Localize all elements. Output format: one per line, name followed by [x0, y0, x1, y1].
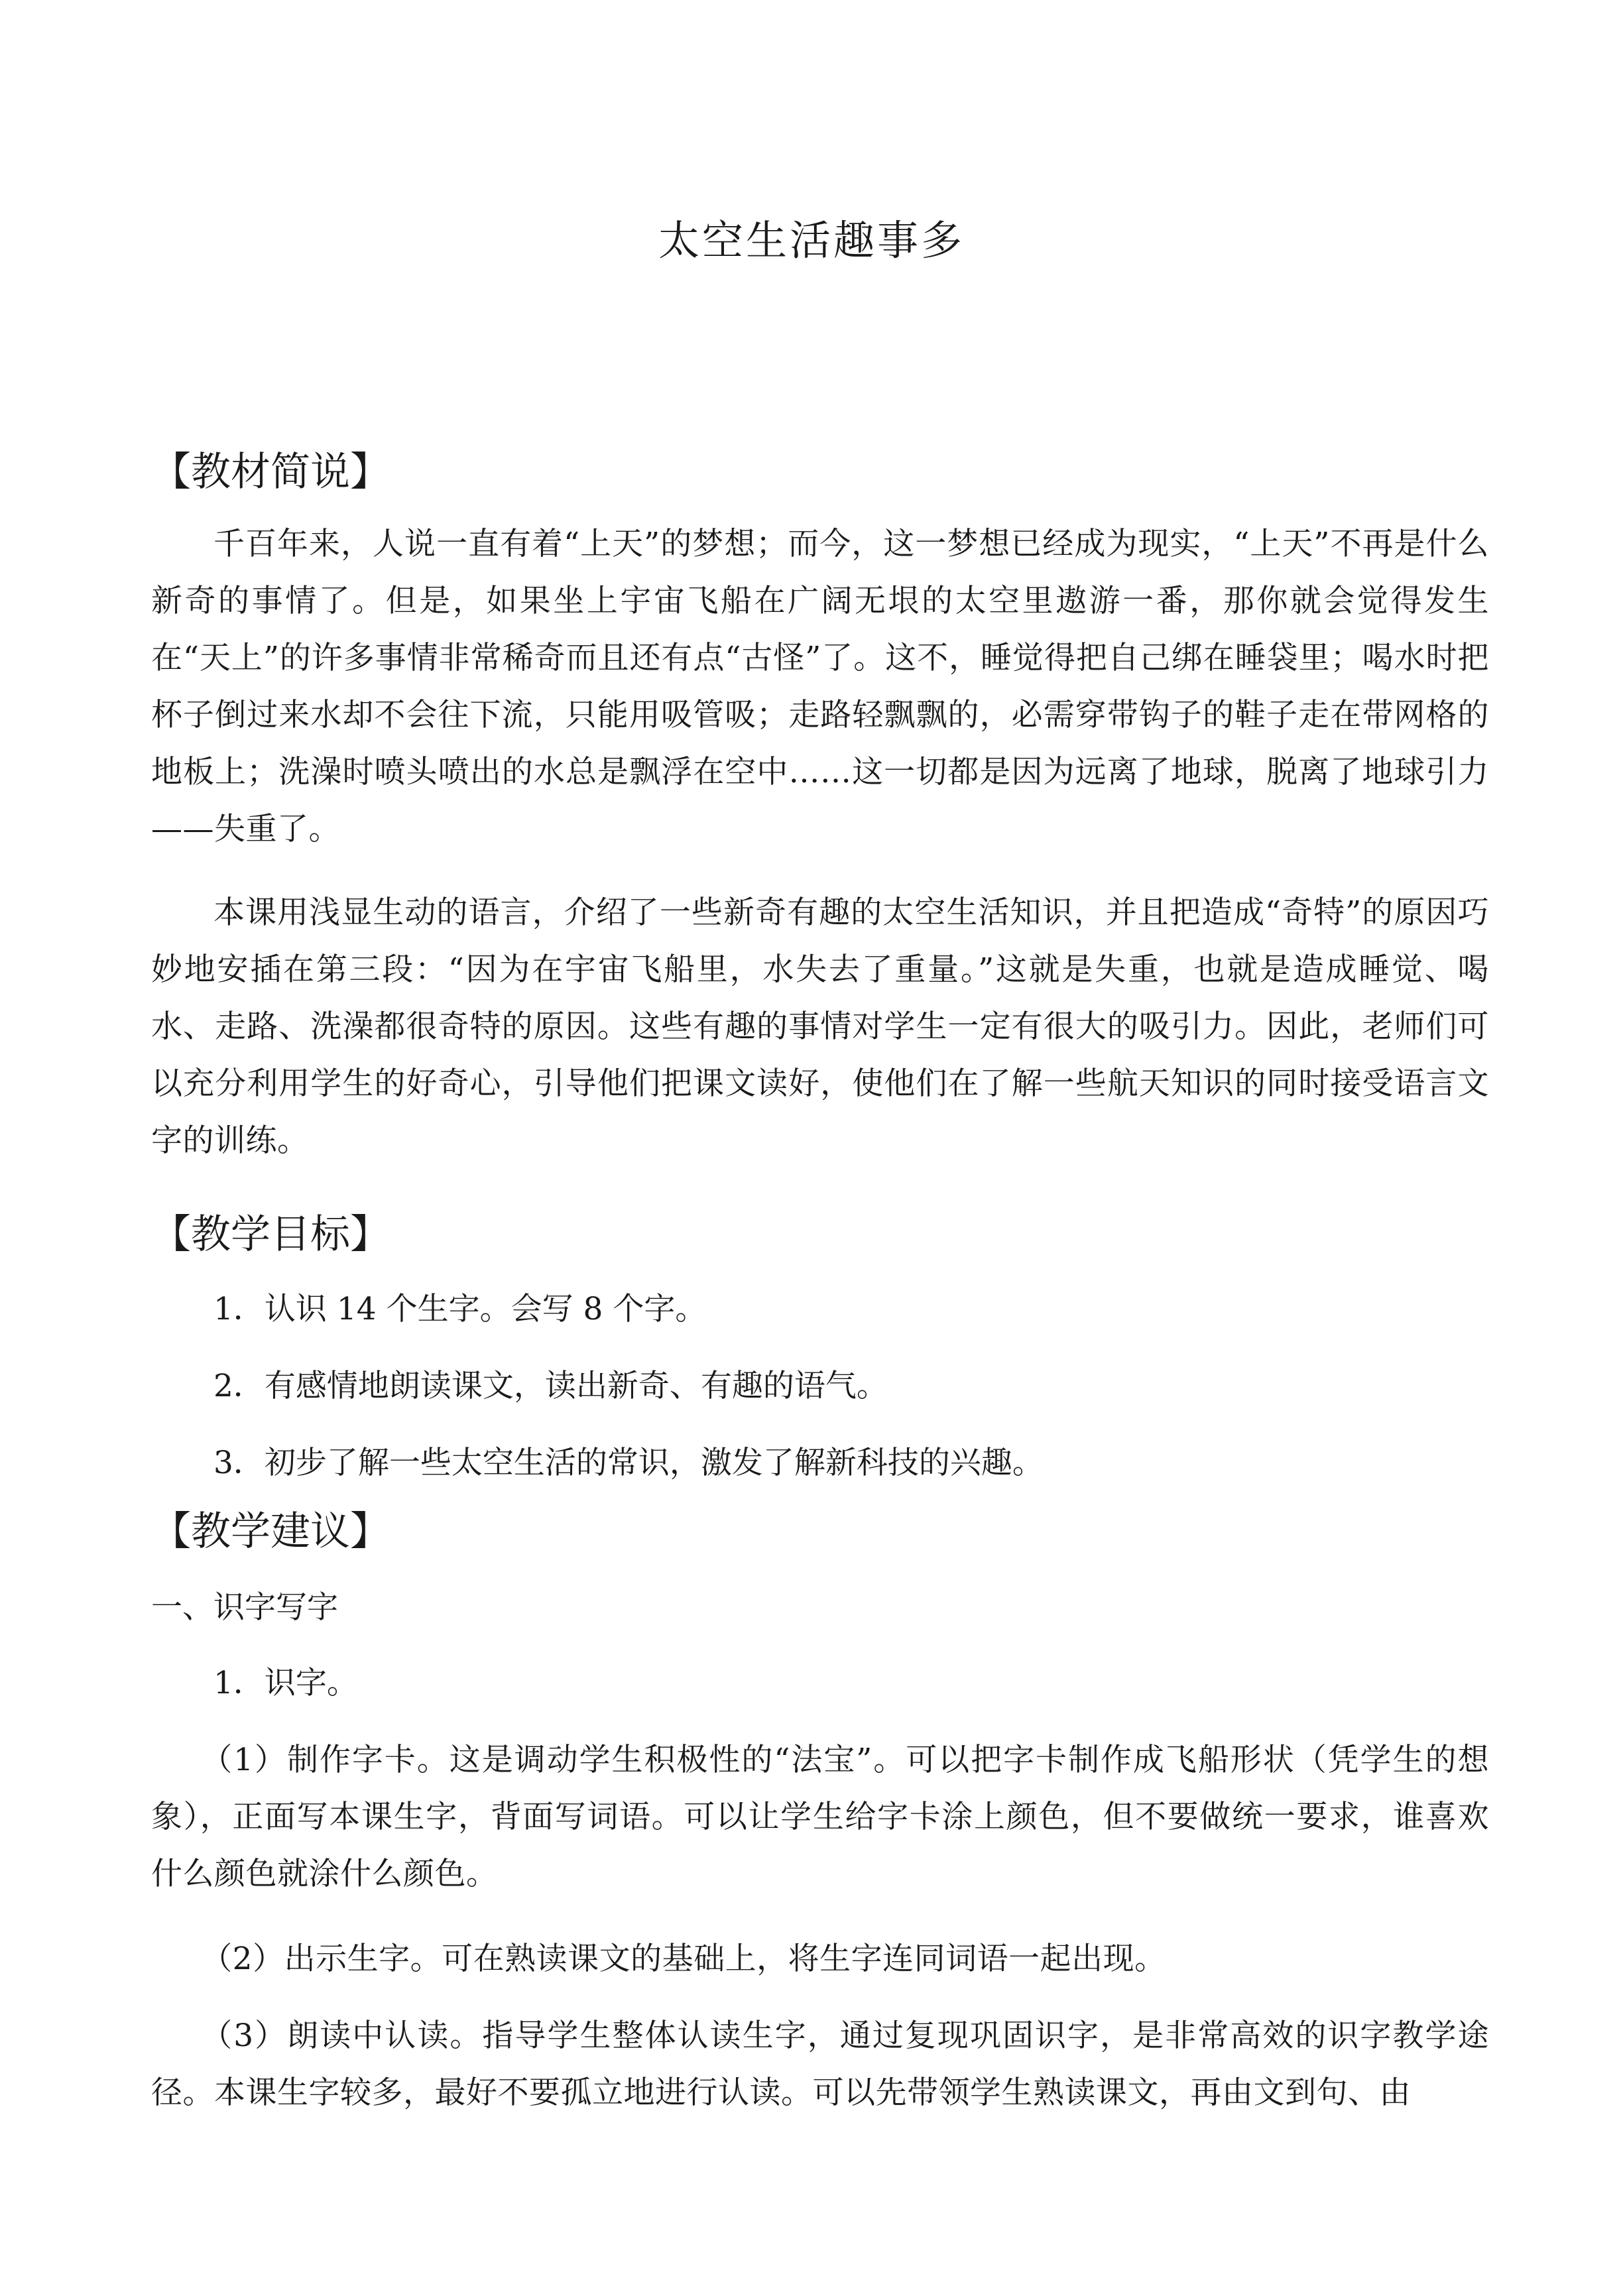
intro-paragraph-1: 千百年来，人说一直有着“上天”的梦想；而今，这一梦想已经成为现实，“上天”不再是什么新奇的事情了。但是，如果坐上宇宙飞船在广阔无垠的太空里遨游一番，那你就会觉得发生在“天上”的许多事情非常稀奇而且还有点“古怪”了。这不，睡觉得把自己绑在睡袋里；喝水时把杯子倒过来水却不会往下流，只能用吸管吸；走路轻飘飘的，必需穿带钩子的鞋子走在带网格的地板上；洗澡时喷头喷出的水总是飘浮在空中……这一切都是因为远离了地球，脱离了地球引力——失重了。 — [151, 526, 1489, 847]
section-heading-intro: 【教材简说】 — [151, 449, 390, 495]
intro-paragraph-2: 本课用浅显生动的语言，介绍了一些新奇有趣的太空生活知识，并且把造成“奇特”的原因巧妙地安插在第三段：“因为在宇宙飞船里，水失去了重量。”这就是失重，也就是造成睡觉、喝水、走路、洗澡都很奇特的原因。这些有趣的事情对学生一定有很大的吸引力。因此，老师们可以充分利用学生的好奇心，引导他们把课文读好，使他们在了解一些航天知识的同时接受语言文字的训练。 — [151, 894, 1489, 1159]
suggestion-subitem-3: （3）朗读中认读。指导学生整体认读生字，通过复现巩固识字，是非常高效的识字教学途径。本课生字较多，最好不要孤立地进行认读。可以先带领学生熟读课文，再由文到句、由 — [151, 2018, 1489, 2111]
goal-item-2: 2．有感情地朗读课文，读出新奇、有趣的语气。 — [213, 1368, 888, 1404]
suggestion-part-title: 一、识字写字 — [151, 1589, 338, 1626]
suggestion-subitem-2: （2）出示生字。可在熟读课文的基础上，将生字连同词语一起出现。 — [201, 1941, 1166, 1977]
section-heading-suggestions: 【教学建议】 — [151, 1508, 390, 1555]
suggestion-point-1: 1．识字。 — [213, 1665, 358, 1701]
goal-item-3: 3．初步了解一些太空生活的常识，激发了解新科技的兴趣。 — [213, 1445, 1044, 1481]
suggestion-subitem-1: （1）制作字卡。这是调动学生积极性的“法宝”。可以把字卡制作成飞船形状（凭学生的想象），正面写本课生字，背面写词语。可以让学生给字卡涂上颜色，但不要做统一要求，谁喜欢什么颜色就涂什么颜色。 — [151, 1742, 1489, 1892]
section-heading-goals: 【教学目标】 — [151, 1211, 390, 1258]
document-title: 太空生活趣事多 — [658, 216, 965, 265]
goal-item-1: 1．认识 14 个生字。会写 8 个字。 — [213, 1291, 707, 1327]
